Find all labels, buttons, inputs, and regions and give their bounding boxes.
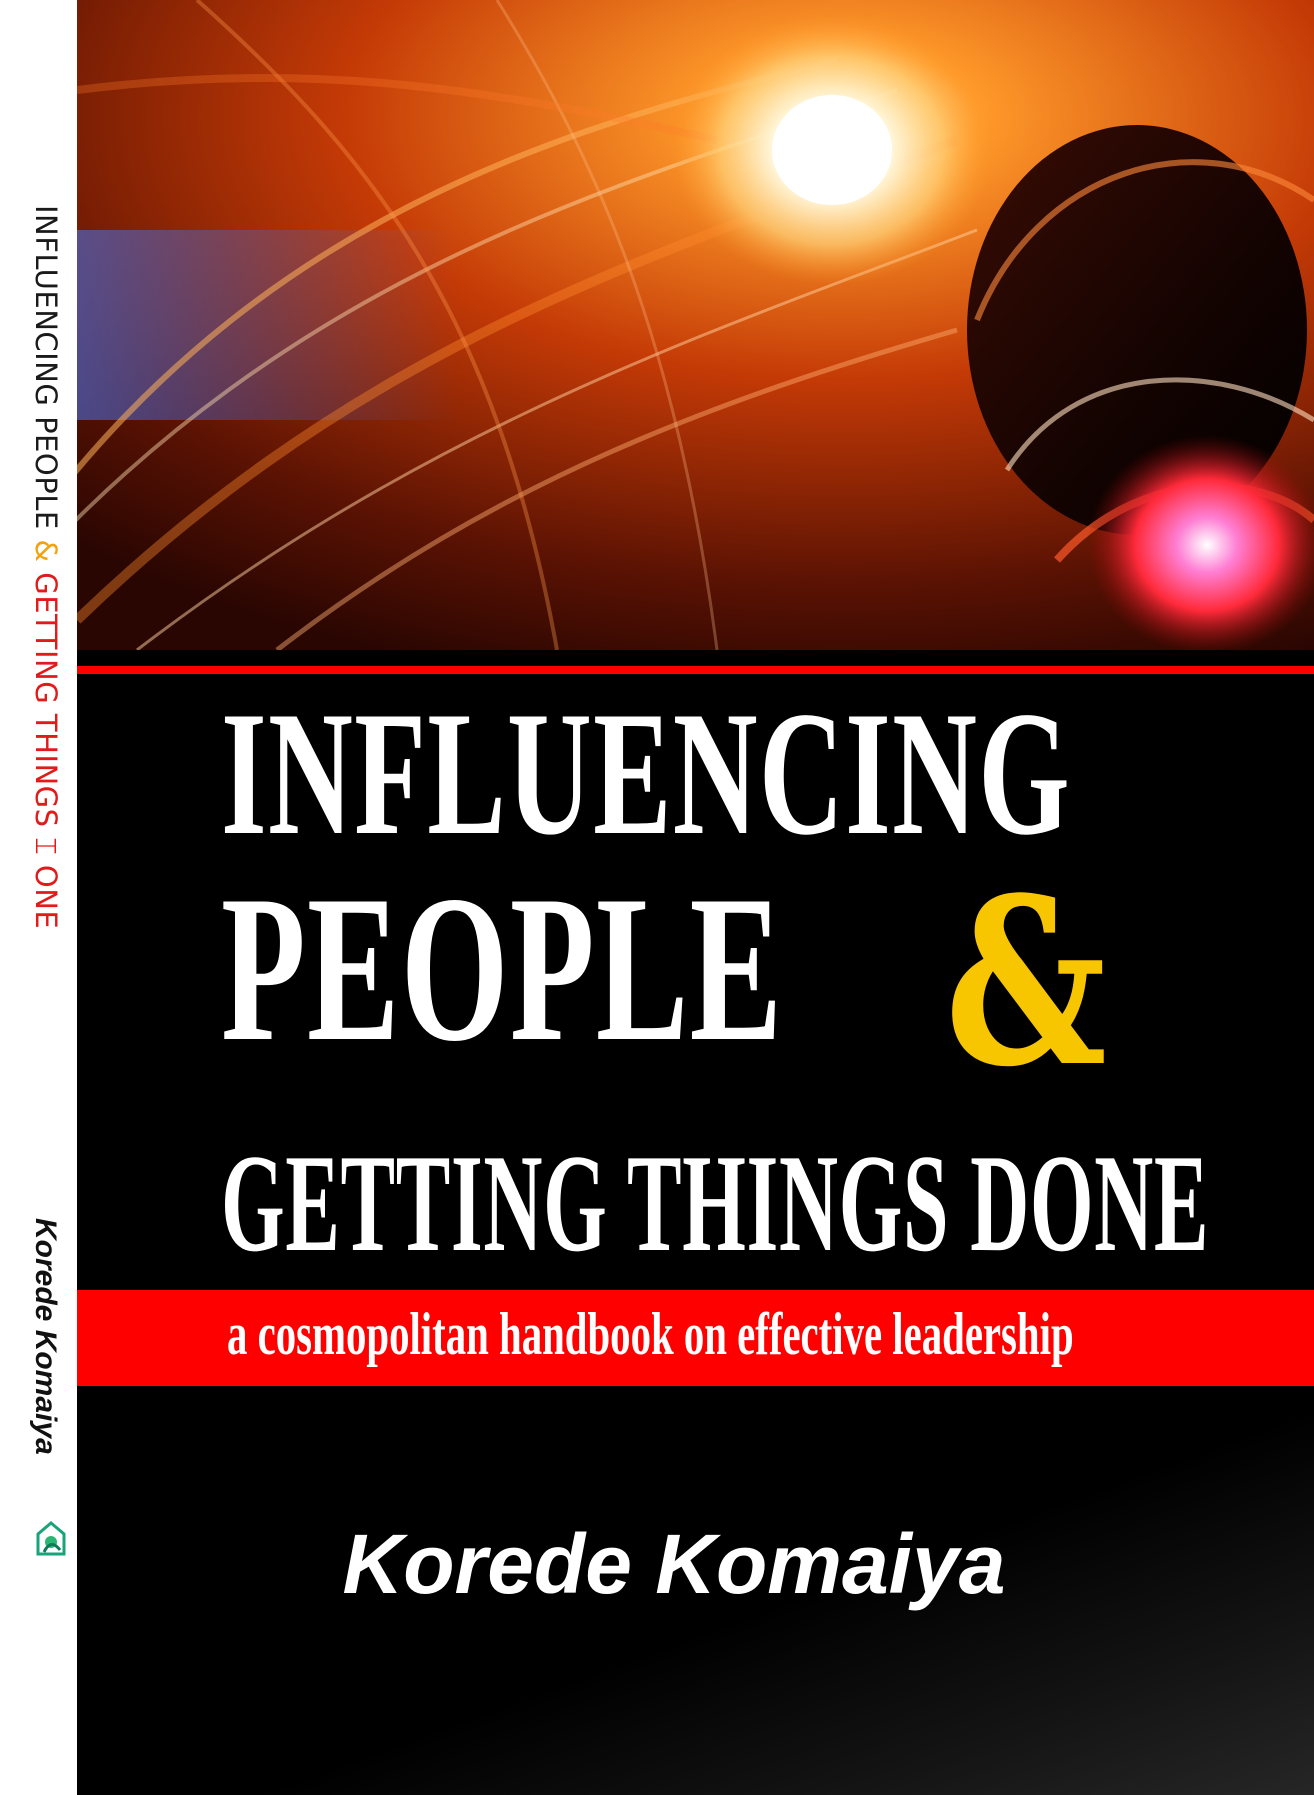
title-ampersand: & bbox=[945, 848, 1107, 1118]
abstract-light-swirl-artwork bbox=[77, 0, 1314, 650]
spine-author: Korede Komaiya bbox=[29, 1218, 62, 1455]
title-line-getting-things-done: GETTING THINGS DONE bbox=[221, 1126, 1210, 1281]
author-block bbox=[77, 1386, 1314, 1795]
publisher-logo-icon bbox=[34, 1520, 68, 1558]
book-spine bbox=[0, 0, 77, 1795]
front-cover bbox=[77, 0, 1314, 1795]
title-line-people: PEOPLE bbox=[221, 853, 784, 1085]
title-line-influencing: INFLUENCING bbox=[221, 674, 1072, 872]
title-block bbox=[77, 674, 1314, 1284]
spine-title bbox=[26, 205, 66, 929]
subtitle: a cosmopolitan handbook on effective leadership bbox=[227, 1301, 1074, 1367]
red-divider-rule bbox=[77, 666, 1314, 674]
cover-author: Korede Komaiya bbox=[342, 1517, 1006, 1611]
spine-title-part-2: GETTING THINGS ⌶ ONE bbox=[29, 562, 63, 930]
subtitle-band bbox=[77, 1290, 1314, 1386]
spine-title-part-1: INFLUENCING PEOPLE bbox=[29, 205, 63, 540]
spine-title-ampersand: & bbox=[29, 539, 63, 563]
